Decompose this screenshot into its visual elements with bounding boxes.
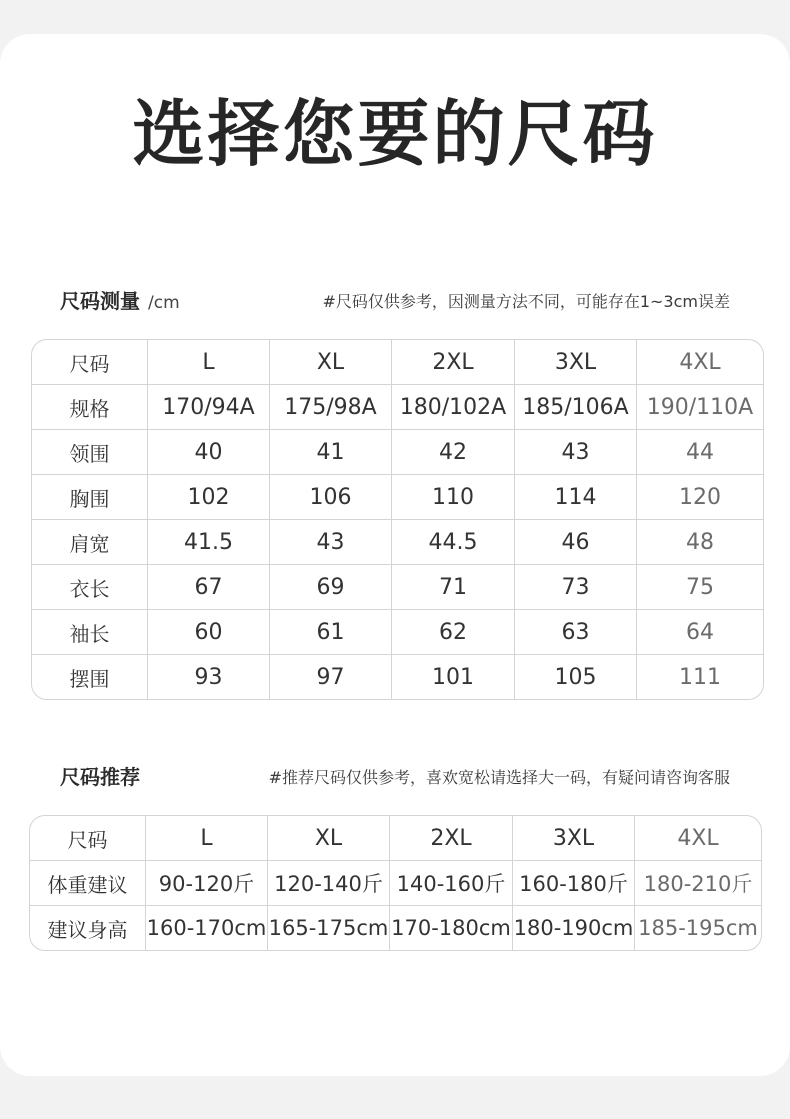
table-cell: 97 bbox=[270, 655, 392, 699]
size-header-cell: L bbox=[146, 816, 268, 861]
table-cell: 63 bbox=[515, 610, 637, 655]
row-label-cell: 袖长 bbox=[32, 610, 148, 655]
page-title: 选择您要的尺码 bbox=[132, 92, 658, 176]
table-cell: 180-210斤 bbox=[635, 861, 761, 906]
table-cell: 67 bbox=[148, 565, 270, 610]
table-cell: 93 bbox=[148, 655, 270, 699]
table-cell: 101 bbox=[392, 655, 515, 699]
table-header-row bbox=[32, 340, 763, 385]
size-header-cell: 2XL bbox=[392, 340, 515, 385]
row-label-cell: 建议身高 bbox=[30, 906, 146, 950]
size-header-cell: 2XL bbox=[390, 816, 513, 861]
size-header-cell: 3XL bbox=[513, 816, 635, 861]
size-header-cell: 3XL bbox=[515, 340, 637, 385]
table-cell: 110 bbox=[392, 475, 515, 520]
table-cell: 175/98A bbox=[270, 385, 392, 430]
recommendation-table bbox=[29, 815, 762, 951]
table-row bbox=[32, 430, 763, 475]
table-row bbox=[32, 385, 763, 430]
table-cell: 71 bbox=[392, 565, 515, 610]
table-cell: 170-180cm bbox=[390, 906, 513, 950]
table-cell: 190/110A bbox=[637, 385, 763, 430]
table-cell: 42 bbox=[392, 430, 515, 475]
header-label-cell: 尺码 bbox=[32, 340, 148, 385]
recommendation-heading-text: 尺码推荐 bbox=[60, 765, 140, 789]
table-cell: 69 bbox=[270, 565, 392, 610]
table-row bbox=[32, 520, 763, 565]
table-cell: 180/102A bbox=[392, 385, 515, 430]
size-header-cell: XL bbox=[268, 816, 390, 861]
table-row bbox=[32, 610, 763, 655]
row-label-cell: 衣长 bbox=[32, 565, 148, 610]
table-cell: 75 bbox=[637, 565, 763, 610]
table-row bbox=[32, 565, 763, 610]
row-label-cell: 胸围 bbox=[32, 475, 148, 520]
measurement-heading bbox=[60, 285, 180, 314]
table-cell: 140-160斤 bbox=[390, 861, 513, 906]
size-header-cell: XL bbox=[270, 340, 392, 385]
table-row bbox=[30, 861, 761, 906]
table-cell: 41 bbox=[270, 430, 392, 475]
row-label-cell: 肩宽 bbox=[32, 520, 148, 565]
size-header-cell: 4XL bbox=[635, 816, 761, 861]
table-cell: 170/94A bbox=[148, 385, 270, 430]
table-cell: 46 bbox=[515, 520, 637, 565]
table-cell: 60 bbox=[148, 610, 270, 655]
table-cell: 48 bbox=[637, 520, 763, 565]
table-cell: 114 bbox=[515, 475, 637, 520]
size-header-cell: 4XL bbox=[637, 340, 763, 385]
measurement-heading-text: 尺码测量 bbox=[60, 289, 140, 313]
row-label-cell: 摆围 bbox=[32, 655, 148, 699]
table-cell: 64 bbox=[637, 610, 763, 655]
table-row bbox=[30, 906, 761, 950]
row-label-cell: 规格 bbox=[32, 385, 148, 430]
table-cell: 120 bbox=[637, 475, 763, 520]
table-cell: 160-170cm bbox=[146, 906, 268, 950]
table-cell: 90-120斤 bbox=[146, 861, 268, 906]
header-label-cell: 尺码 bbox=[30, 816, 146, 861]
recommendation-note: #推荐尺码仅供参考，喜欢宽松请选择大一码，有疑问请咨询客服 bbox=[268, 768, 730, 787]
measurement-note: #尺码仅供参考，因测量方法不同，可能存在1~3cm误差 bbox=[322, 292, 730, 311]
row-label-cell: 领围 bbox=[32, 430, 148, 475]
table-cell: 102 bbox=[148, 475, 270, 520]
measurement-unit: /cm bbox=[148, 293, 180, 313]
table-cell: 185/106A bbox=[515, 385, 637, 430]
table-row bbox=[32, 475, 763, 520]
measurement-table bbox=[31, 339, 764, 700]
table-cell: 111 bbox=[679, 664, 721, 690]
size-header-cell: L bbox=[148, 340, 270, 385]
table-cell: 185-195cm bbox=[638, 916, 758, 940]
table-cell: 43 bbox=[270, 520, 392, 565]
table-cell: 180-190cm bbox=[513, 906, 635, 950]
table-cell: 165-175cm bbox=[268, 906, 390, 950]
table-cell: 120-140斤 bbox=[268, 861, 390, 906]
table-cell: 105 bbox=[515, 655, 637, 699]
table-row bbox=[32, 655, 763, 699]
table-cell: 62 bbox=[392, 610, 515, 655]
table-cell: 61 bbox=[270, 610, 392, 655]
table-cell: 40 bbox=[148, 430, 270, 475]
table-cell: 106 bbox=[270, 475, 392, 520]
table-cell: 160-180斤 bbox=[513, 861, 635, 906]
table-cell: 41.5 bbox=[148, 520, 270, 565]
table-cell: 44 bbox=[637, 430, 763, 475]
row-label-cell: 体重建议 bbox=[30, 861, 146, 906]
table-cell: 43 bbox=[515, 430, 637, 475]
table-cell: 73 bbox=[515, 565, 637, 610]
table-header-row bbox=[30, 816, 761, 861]
table-cell: 44.5 bbox=[392, 520, 515, 565]
recommendation-heading bbox=[60, 761, 140, 790]
